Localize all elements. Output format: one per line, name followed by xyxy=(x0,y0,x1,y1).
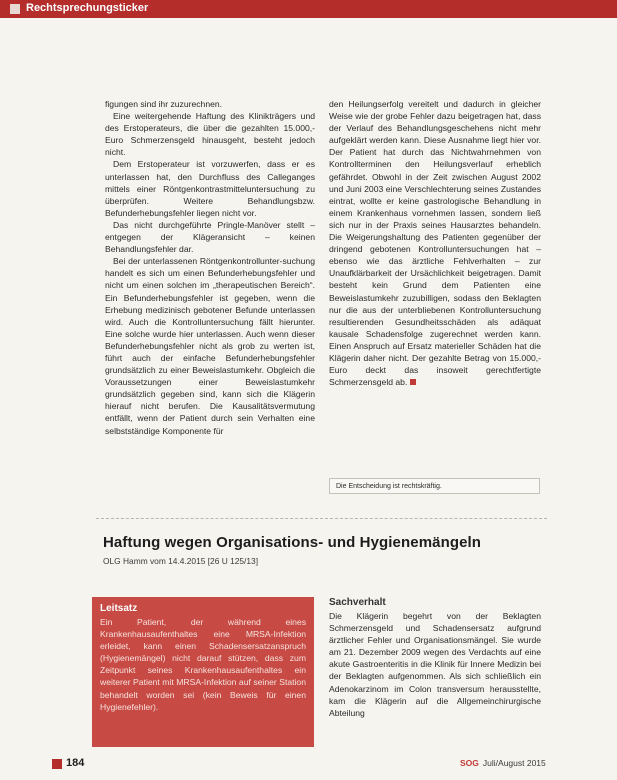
leitsatz-heading: Leitsatz xyxy=(100,603,138,614)
right-text-column xyxy=(329,98,541,388)
left-text-column xyxy=(105,98,315,437)
article-citation: OLG Hamm vom 14.4.2015 [26 U 125/13] xyxy=(103,556,259,566)
section-header-bar xyxy=(0,0,617,18)
sachverhalt-text: Die Klägerin begehrt von der Beklagten Schmerzensgeld und Schadensersatz aufgrund ärztlicher Fehler und Organisationsmängel. Sie wurde am 21. Dezember 2009 wegen des Verdachts auf eine akute Gastroenteritis in die Klinik für Innere Medizin bei der Beklagten aufgenommen. Als sich schließlich ein Adenokarzinom im Colon transversum herausstellte, kam die Klägerin auf die Allgemeinchirurgische Abteilung xyxy=(329,611,541,718)
paragraph: Das nicht durchgeführte Pringle-Manöver stellt – entgegen der Klägeransicht – keinen Behandlungsfehler dar. xyxy=(105,219,315,255)
end-of-article-icon xyxy=(410,379,416,385)
leitsatz-text: Ein Patient, der während eines Krankenhausaufenthaltes eine MRSA-Infektion erleidet, kann einen Schadensersatzanspruch (Hygienemängel) nicht darauf stützen, dass zum Zeitpunkt seines Krankenhausaufenthaltes ein weiterer Patient mit MRSA-Infektion auf seiner Station behandelt worden sei (kein Beweis für einen Hygienefehler). xyxy=(100,617,306,712)
issue-label: Juli/August 2015 xyxy=(482,758,546,768)
paragraph xyxy=(329,98,541,388)
section-title: Rechtsprechungsticker xyxy=(26,2,149,14)
paragraph: figungen sind ihr zuzurechnen. xyxy=(105,99,223,109)
page-number: 184 xyxy=(66,757,85,769)
article-title: Haftung wegen Organisations- und Hygienemängeln xyxy=(103,534,482,551)
paragraph: Bei der unterlassenen Röntgenkontrollunter-suchung handelt es sich um einen Befunderhebungsfehler und nicht um einen solchen im „therapeutischen Bereich“. Ein Befunderhebungsfehler ist gegeben, wenn die Erhebung medizinisch gebotener Befunde unterlassen wird. Auch die Kontrolluntersuchung fällt hierunter. Eine solche wurde hier unterlassen. Auch wenn dieser Befunderhebungsfehler nicht als grob zu werten ist, führt auch der einfache Befunderhebungsfehler grundsätzlich zu einer Beweislastumkehr. Obgleich die Voraussetzungen einer Beweislastumkehr grundsätzlich gegeben sind, kann sich die Klägerin hierauf nicht berufen. Die Kausalitätsvermutung entfällt, wenn der Patient durch sein Verhalten eine selbstständige Komponente für xyxy=(105,256,315,436)
paragraph: Dem Erstoperateur ist vorzuwerfen, dass er es unterlassen hat, den Durchfluss des Calleganges mittels einer Röntgenkontrastmitteluntersuchung zu überprüfen. Weitere Behandlungsbzw. Befunderhebungsfehler liegen nicht vor. xyxy=(105,159,315,218)
section-square-icon xyxy=(10,4,20,14)
brand-label: SOG xyxy=(460,758,479,768)
section-divider xyxy=(96,518,547,519)
paragraph-text: den Heilungserfolg vereitelt und dadurch in gleicher Weise wie der grobe Fehler dazu beigetragen hat, dass der Verlauf des Behandlungsgeschehens nicht mehr aufgeklärt werden kann. Diese Ausnahme liegt hier vor. Der Patient hat durch das Nichtwahrnehmen von Kontrollterminen den Heilungsverlauf erheblich gefährdet. Obwohl in der Zeit zwischen August 2002 und Juni 2003 eine Verschlechterung seines Zustandes eintrat, wollte er keine gastrologische Behandlung in einem Krankenhaus vornehmen lassen, sondern ließ sich nur in der Praxis seines Hausarztes behandeln. Die Weigerungshaltung des Patienten gegenüber der dringend gebotenen Kontrolluntersuchungen hat – ebenso wie das ärztliche Fehlverhalten – zur Unaufklärbarkeit der Ursächlichkeit beigetragen. Damit besteht kein Grund dem Patienten eine Beweislastumkehr zuzubilligen, sodass den Beklagten nur die aus der unterbliebenen Kontrolluntersuchung resultierenden Gesundheitsschäden als adäquat kausale Schadensfolge zugerechnet werden kann. Einen Anspruch auf Ersatz materieller Schäden hat die Klägerin daher nicht. Der gezahlte Betrag von 15.000,- Euro deckt das insoweit gerechtfertigte Schmerzensgeld ab. xyxy=(329,99,541,388)
decision-note: Die Entscheidung ist rechtskräftig. xyxy=(329,478,540,494)
sachverhalt-section xyxy=(329,597,541,719)
leitsatz-box xyxy=(92,597,314,747)
paragraph: Eine weitergehende Haftung des Klinikträgers und des Erstoperateurs, die über die gezahlten 15.000,- Euro Schmerzensgeld hinausgeht, besteht jedoch nicht. xyxy=(105,111,315,158)
issue-footer xyxy=(460,758,546,768)
page-number-square-icon xyxy=(52,759,62,769)
sachverhalt-heading: Sachverhalt xyxy=(329,597,386,608)
